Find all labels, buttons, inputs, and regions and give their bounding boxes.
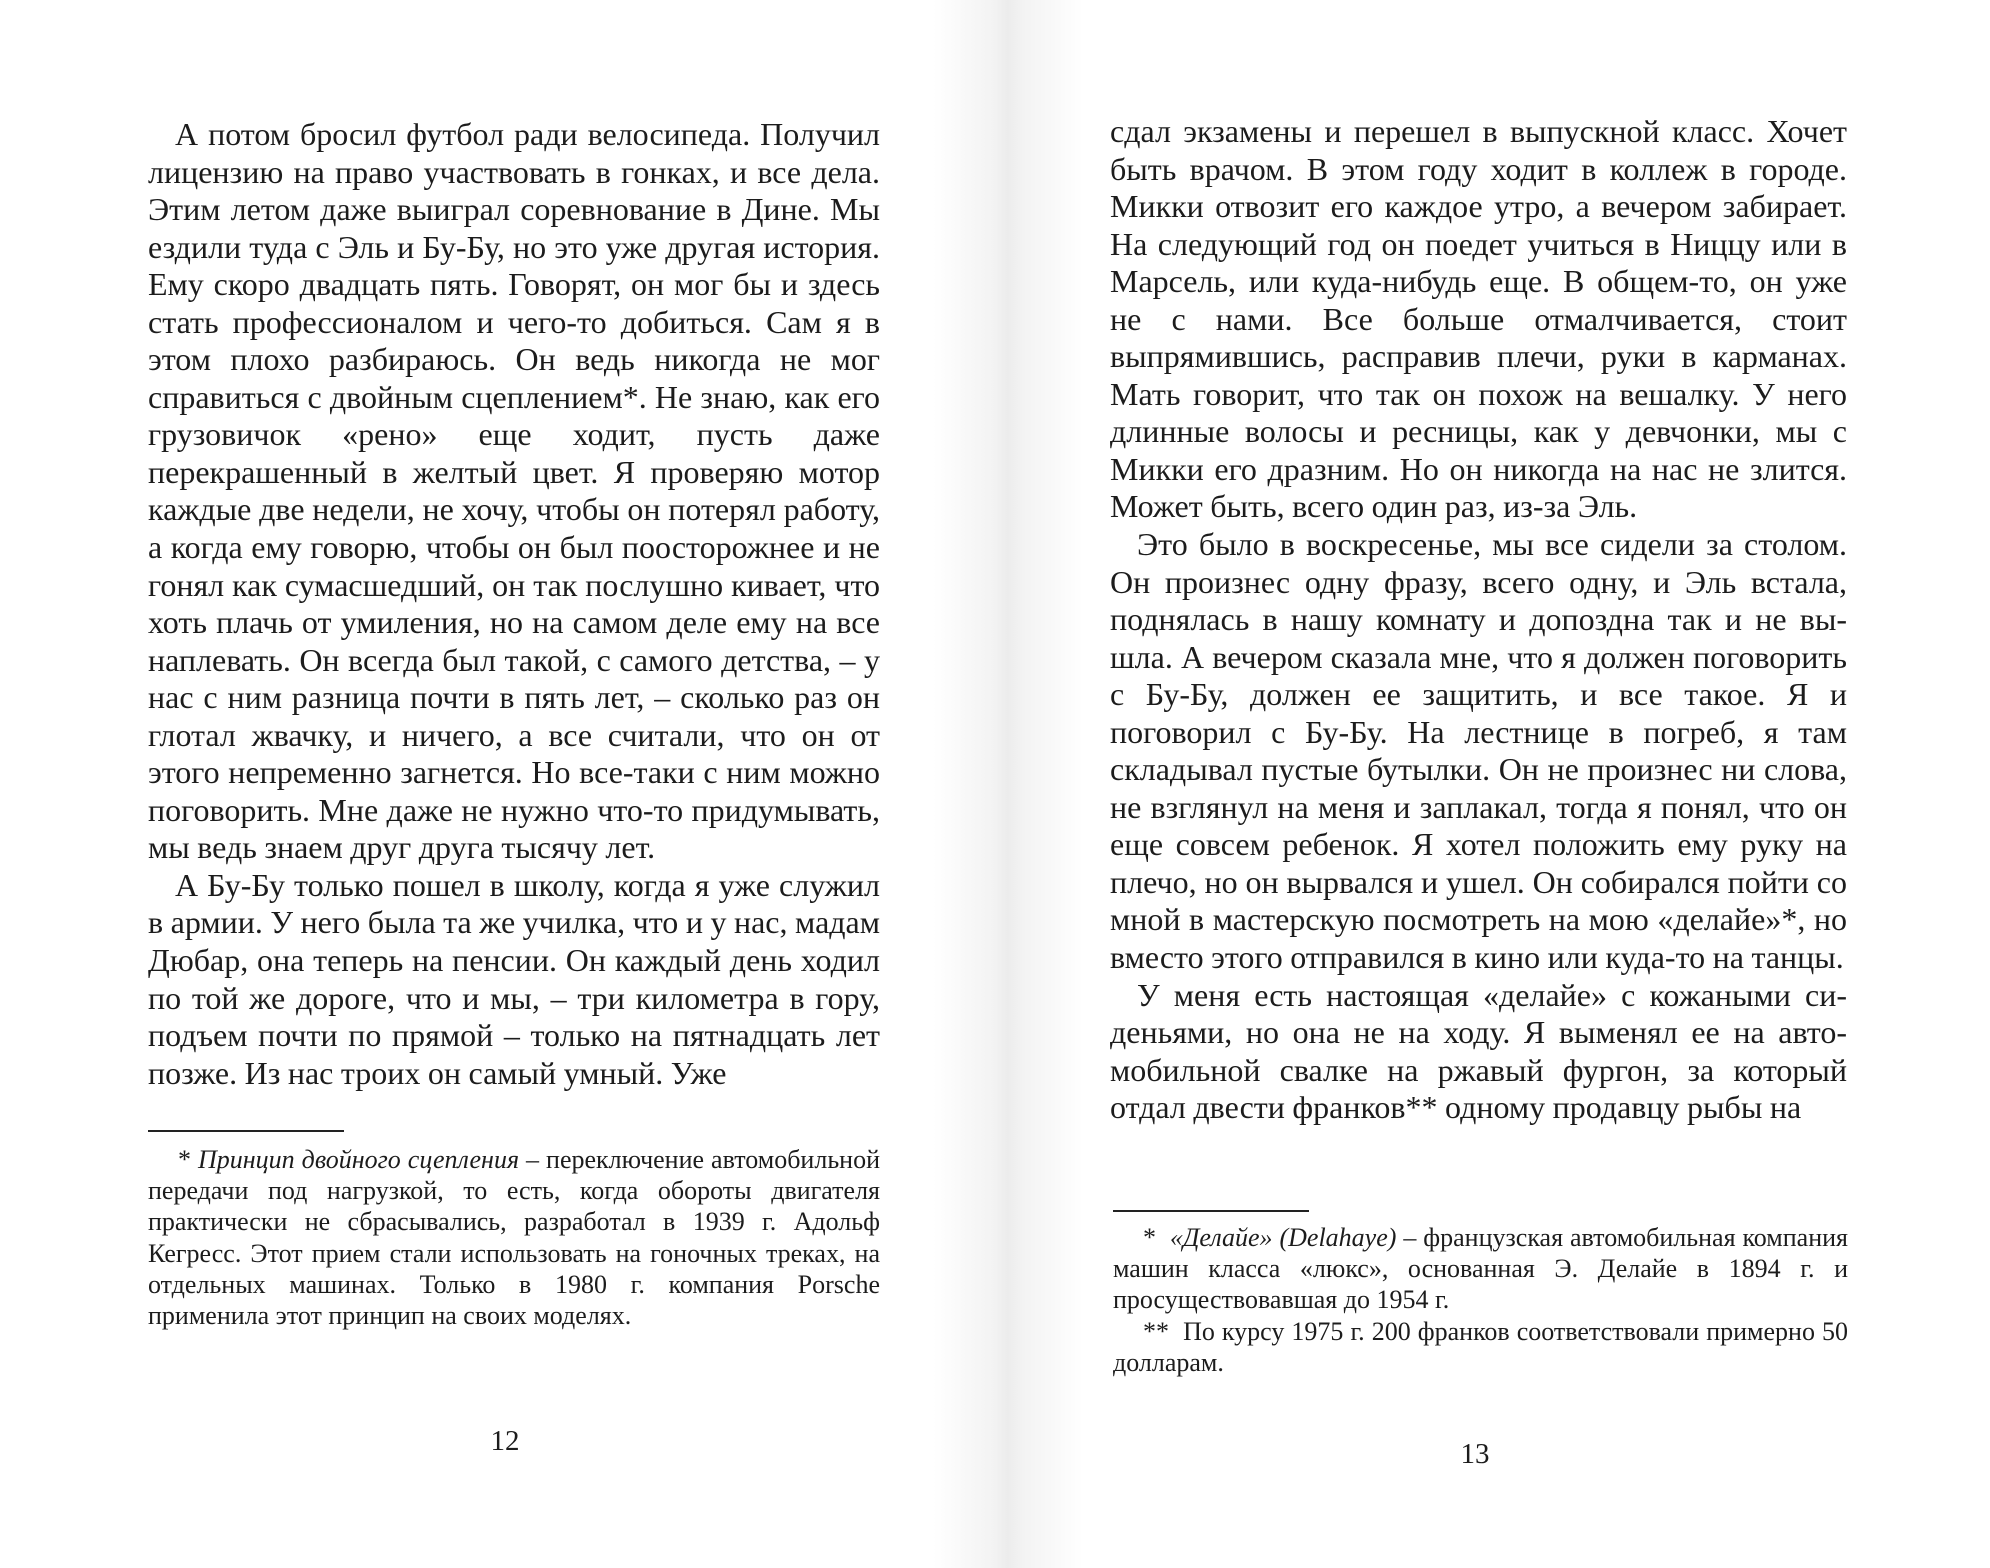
right-page-number: 13 xyxy=(1460,1438,1490,1470)
footnote-marker: ** xyxy=(1143,1316,1169,1346)
left-paragraph-1: А потом бросил футбол ради велосипеда. Получил лицензию на право участвовать в гонках, и все дела. Этим летом даже выиграл соревнование в Дине. Мы ездили туда с Эль и Бу-Бу, но это уже другая история. Ему скоро двадцать пять. Говорят, он мог бы и здесь стать профессионалом и чего-то добиться. Сам я в этом плохо разбираюсь. Он ведь никогда не мог справиться с двойным сцеплением*. Не знаю, как его грузовичок «рено» еще ходит, пусть даже перекрашенный в желтый цвет. Я проверяю мотор каждые две недели, не хочу, чтобы он потерял работу, а когда ему говорю, чтобы он был поосторожнее и не гонял как сумасшедший, он так послушно кивает, что хоть плачь от умиления, но на самом деле ему на все наплевать. Он всегда был такой, с самого детства, – у нас с ним разница почти в пять лет, – сколько раз он глотал жвачку, и ничего, а все считали, что он от этого непременно загнется. Но все-таки с ним можно поговорить. Мне даже не нужно что-то придумывать, мы ведь знаем друг друга тысячу лет. xyxy=(148,116,880,866)
left-page-number: 12 xyxy=(490,1425,520,1457)
left-page xyxy=(0,0,933,1568)
right-paragraph-1: сдал экзамены и перешел в выпускной класс. Хочет быть врачом. В этом году ходит в коллеж в городе. Микки отвозит его каждое утро, а вечером забирает. На следующий год он поедет учиться в Ниццу или в Марсель, или куда-нибудь еще. В общем-то, он уже не с нами. Все больше отмалчивается, стоит выпрямившись, расправив плечи, руки в карманах. Мать говорит, что так он похож на вешалку. У него длинные волосы и ресницы, как у девчонки, мы с Микки его дразним. Но он никогда на нас не злится. Может быть, всего один раз, из-за Эль. xyxy=(1110,113,1847,525)
footnote-text: – французская автомобильная компания машин класса «люкс», основанная Э. Делайе в 1894 г. и просуществовавшая до 1954 г. xyxy=(1113,1223,1848,1315)
left-footnotes xyxy=(148,1144,880,1331)
left-page-body xyxy=(148,116,880,1092)
right-footnotes xyxy=(1113,1222,1848,1378)
footnote-term: Принцип двойного сцепления xyxy=(198,1145,520,1174)
book-gutter xyxy=(933,0,1083,1568)
left-paragraph-2: А Бу-Бу только пошел в школу, когда я уже служил в армии. У него была та же училка, что и у нас, мадам Дюбар, она теперь на пенсии. Он каждый день ходил по той же дороге, что и мы, – три километра в гору, подъем почти по прямой – только на пятнадцать лет позже. Из нас троих он самый умный. Уже xyxy=(148,866,880,1091)
footnote-marker: * xyxy=(1143,1223,1156,1252)
right-paragraph-3: У меня есть настоящая «делайе» с кожаными сиденьями, но она не на ходу. Я выменял ее на автомобильной свалке на ржавый фургон, за который отдал двести франков** одному продавцу рыбы на xyxy=(1110,976,1847,1126)
right-page xyxy=(1083,0,1990,1568)
right-paragraph-2: Это было в воскресенье, мы все сидели за столом. Он произнес одну фразу, всего одну, и Эль встала, поднялась в нашу комнату и допоздна так и не вышла. А вечером сказала мне, что я должен поговорить с Бу-Бу, должен ее защитить, и все такое. Я и поговорил с Бу-Бу. На лестнице в погреб, я там складывал пустые бутылки. Он не произнес ни слова, не взглянул на меня и заплакал, тогда я понял, что он еще совсем ребенок. Я хотел положить ему руку на плечо, но он вырвался и ушел. Он собирался пойти со мной в мастерскую посмотреть на мою «делайе»*, но вместо этого отправился в кино или куда-то на танцы. xyxy=(1110,526,1847,976)
footnote-text: По курсу 1975 г. 200 франков соответствовали примерно 50 долларам. xyxy=(1113,1316,1849,1377)
right-footnote-divider xyxy=(1113,1210,1309,1212)
right-page-body xyxy=(1110,113,1847,1127)
left-footnote-1 xyxy=(148,1144,880,1331)
footnote-term: «Делайе» (Delahaye) xyxy=(1169,1223,1397,1252)
left-footnote-divider xyxy=(148,1130,344,1132)
right-footnote-2 xyxy=(1113,1316,1848,1378)
footnote-text: – переключение автомобильной передачи под нагрузкой, то есть, когда обороты двигателя практически не сбрасывались, разработал в 1939 г. Адольф Кегресс. Этот прием стали использовать на гоночных треках, на отдельных машинах. Только в 1980 г. компания Porsche применила этот принцип на своих моделях. xyxy=(148,1145,880,1331)
right-footnote-1 xyxy=(1113,1222,1848,1316)
footnote-marker: * xyxy=(178,1145,191,1174)
